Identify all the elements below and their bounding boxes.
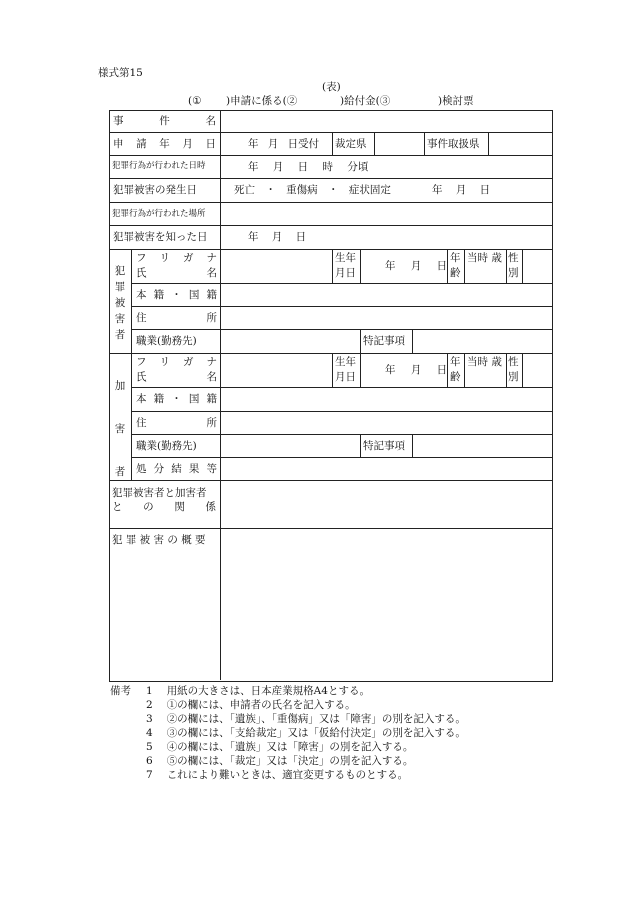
note-item	[146, 684, 370, 698]
note-number: 5	[146, 741, 153, 753]
note-number: 7	[146, 769, 153, 781]
offender-job-label: 職業(勤務先)	[136, 440, 197, 452]
note-number: 4	[146, 727, 153, 739]
label-case-name: 事 件 名	[113, 115, 216, 127]
relation-label-line2: と の 関 係	[112, 501, 216, 513]
victim-address-label: 住 所	[136, 312, 217, 324]
note-text: これにより難いときは、適宜変更するものとする。	[166, 769, 409, 781]
note-text: ②の欄には、「遺族」、「重傷病」又は「障害」の別を記入する。	[166, 713, 466, 725]
note-text: 用紙の大きさは、日本産業規格A4とする。	[166, 685, 370, 697]
offender-age-label: 年齢	[450, 356, 461, 383]
application-date-value: 年 月 日受付	[248, 138, 320, 150]
victim-notes-label: 特記事項	[363, 335, 405, 347]
note-number: 2	[146, 699, 153, 711]
victim-name-label: 氏 名	[136, 267, 217, 279]
offender-disposition-label: 処 分 結 果 等	[136, 463, 217, 475]
victim-sex-label: 性別	[508, 252, 519, 279]
title-part-4: )検討票	[438, 95, 474, 107]
front-label: (表)	[322, 81, 341, 93]
victim-furigana-label: フ リ ガ ナ	[136, 252, 217, 264]
offender-notes-label: 特記事項	[363, 440, 405, 452]
offender-birth-label: 生年月日	[335, 356, 356, 383]
notes-label: 備考	[110, 685, 131, 697]
offender-furigana-label: フ リ ガ ナ	[136, 356, 217, 368]
victim-birth-label: 生年月日	[335, 252, 356, 279]
label-act-datetime: 犯罪行為が行われた日時	[112, 161, 206, 171]
offender-address-label: 住 所	[136, 417, 217, 429]
label-act-place: 犯罪行為が行われた場所	[112, 209, 206, 219]
relation-label-line1: 犯罪被害者と加害者	[112, 487, 207, 499]
note-item	[146, 712, 466, 726]
victim-age-label: 年齢	[450, 252, 461, 279]
label-handling-prefecture: 事件取扱県	[427, 138, 480, 150]
note-text: ④の欄には、「遺族」又は「障害」の別を記入する。	[166, 741, 414, 753]
offender-group-label: 加害者	[114, 380, 126, 478]
label-damage-date: 犯罪被害の発生日	[113, 184, 197, 196]
victim-group-label: 犯罪被害者	[114, 265, 126, 341]
note-item	[146, 698, 356, 712]
offender-sex-label: 性別	[508, 356, 519, 383]
note-text: ③の欄には、「支給裁定」又は「仮給付決定」の別を記入する。	[166, 727, 466, 739]
note-number: 1	[146, 685, 153, 697]
victim-age-value: 当時 歳	[467, 252, 502, 264]
label-application-date: 申 請 年 月 日	[113, 138, 216, 150]
summary-label: 犯 罪 被 害 の 概 要	[112, 534, 206, 546]
note-number: 6	[146, 755, 153, 767]
note-item	[146, 740, 413, 754]
title-part-2: )申請に係る(②	[226, 95, 298, 107]
note-item	[146, 768, 408, 782]
form-title	[188, 94, 498, 108]
label-known-date: 犯罪被害を知った日	[113, 231, 208, 243]
victim-birth-value: 年 月 日	[385, 260, 448, 272]
offender-birth-value: 年 月 日	[385, 364, 448, 376]
label-ruling-prefecture: 裁定県	[335, 138, 367, 150]
note-number: 3	[146, 713, 153, 725]
note-text: ⑤の欄には、「裁定」又は「決定」の別を記入する。	[166, 755, 414, 767]
victim-job-label: 職業(勤務先)	[136, 335, 197, 347]
damage-date-value: 年 月 日	[432, 184, 491, 196]
known-date-value: 年 月 日	[248, 231, 307, 243]
damage-kind-options: 死亡 ・ 重傷病 ・ 症状固定	[234, 184, 391, 196]
offender-domicile-label: 本 籍 ・ 国 籍	[136, 393, 217, 405]
form-number: 様式第15	[98, 67, 143, 79]
title-part-3: )給付金(③	[340, 95, 391, 107]
note-item	[146, 726, 466, 740]
act-datetime-value: 年 月 日 時 分頃	[248, 161, 369, 173]
offender-name-label: 氏 名	[136, 371, 217, 383]
victim-domicile-label: 本 籍 ・ 国 籍	[136, 289, 217, 301]
offender-age-value: 当時 歳	[467, 356, 502, 368]
note-text: ①の欄には、申請者の氏名を記入する。	[166, 699, 356, 711]
title-part-1: (①	[188, 95, 202, 107]
note-item	[146, 754, 413, 768]
